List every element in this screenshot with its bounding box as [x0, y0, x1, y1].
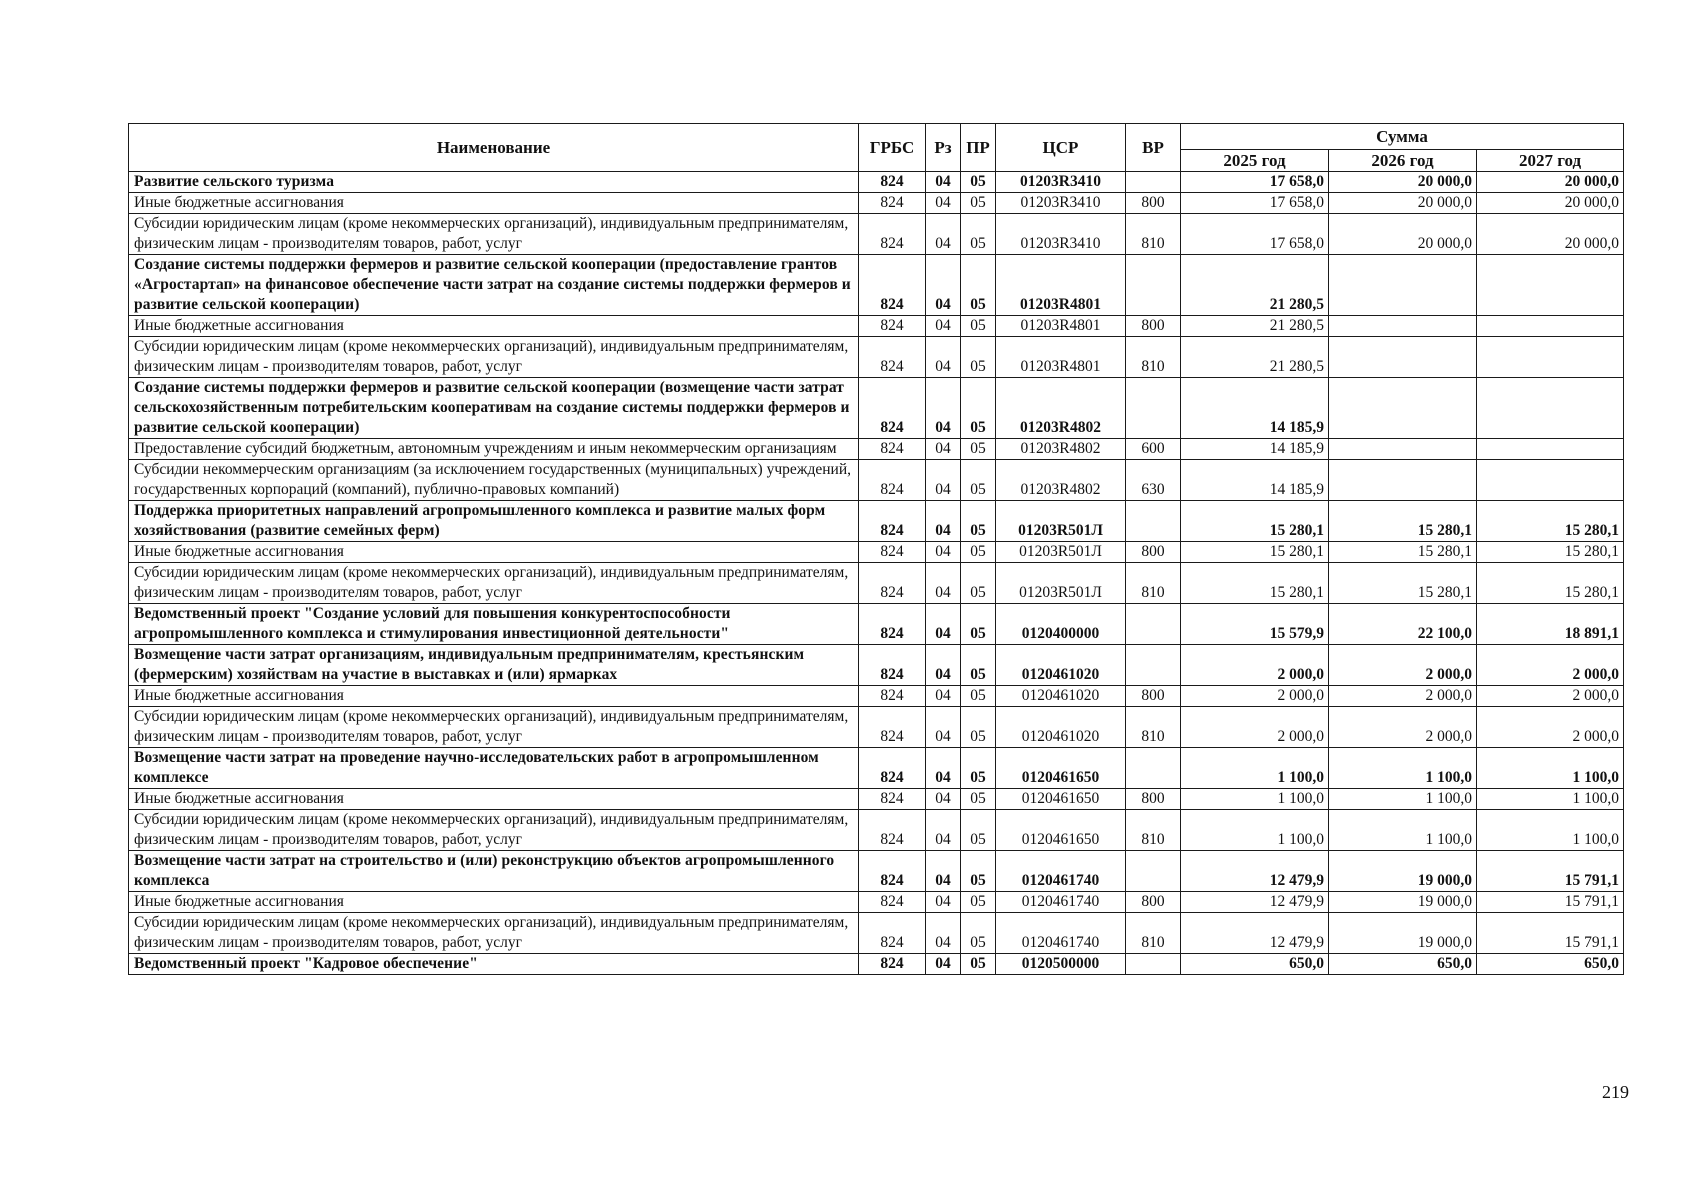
cell-pr: 05	[961, 172, 996, 193]
cell-vr: 800	[1126, 193, 1181, 214]
col-header-grbs: ГРБС	[859, 124, 926, 172]
cell-name: Иные бюджетные ассигнования	[129, 892, 859, 913]
cell-vr: 600	[1126, 439, 1181, 460]
cell-name: Субсидии юридическим лицам (кроме некоммерческих организаций), индивидуальным предпринимателям, физическим лицам - производителям товаров, работ, услуг	[129, 337, 859, 378]
cell-2026: 2 000,0	[1329, 645, 1477, 686]
cell-rz: 04	[926, 686, 961, 707]
cell-2027: 1 100,0	[1477, 810, 1624, 851]
table-row	[129, 686, 1624, 707]
cell-csr: 01203R4802	[996, 460, 1126, 501]
cell-csr: 0120461650	[996, 810, 1126, 851]
cell-name: Возмещение части затрат на строительство и (или) реконструкцию объектов агропромышленного комплекса	[129, 851, 859, 892]
cell-2027: 1 100,0	[1477, 789, 1624, 810]
cell-pr: 05	[961, 337, 996, 378]
cell-name: Ведомственный проект "Кадровое обеспечение"	[129, 954, 859, 975]
cell-grbs: 824	[859, 810, 926, 851]
cell-vr	[1126, 255, 1181, 316]
cell-2025: 1 100,0	[1181, 789, 1329, 810]
cell-rz: 04	[926, 460, 961, 501]
cell-csr: 0120500000	[996, 954, 1126, 975]
cell-vr: 810	[1126, 913, 1181, 954]
cell-2025: 15 280,1	[1181, 501, 1329, 542]
col-header-2027: 2027 год	[1477, 150, 1624, 172]
cell-pr: 05	[961, 255, 996, 316]
cell-pr: 05	[961, 851, 996, 892]
cell-rz: 04	[926, 337, 961, 378]
cell-2026: 15 280,1	[1329, 563, 1477, 604]
cell-rz: 04	[926, 172, 961, 193]
cell-grbs: 824	[859, 913, 926, 954]
cell-rz: 04	[926, 255, 961, 316]
table-row	[129, 501, 1624, 542]
cell-grbs: 824	[859, 789, 926, 810]
cell-grbs: 824	[859, 707, 926, 748]
cell-vr	[1126, 954, 1181, 975]
cell-2026: 15 280,1	[1329, 501, 1477, 542]
cell-csr: 0120461650	[996, 748, 1126, 789]
cell-vr: 810	[1126, 337, 1181, 378]
cell-name: Создание системы поддержки фермеров и развитие сельской кооперации (предоставление грантов «Агростартап» на финансовое обеспечение части затрат на создание системы поддержки фермеров и развитие сельской кооперации)	[129, 255, 859, 316]
cell-2025: 12 479,9	[1181, 913, 1329, 954]
cell-rz: 04	[926, 707, 961, 748]
cell-name: Предоставление субсидий бюджетным, автономным учреждениям и иным некоммерческим организациям	[129, 439, 859, 460]
cell-csr: 0120461740	[996, 913, 1126, 954]
cell-csr: 0120461740	[996, 892, 1126, 913]
cell-grbs: 824	[859, 214, 926, 255]
cell-csr: 0120461020	[996, 645, 1126, 686]
cell-pr: 05	[961, 193, 996, 214]
cell-2027	[1477, 337, 1624, 378]
cell-csr: 01203R4802	[996, 378, 1126, 439]
col-header-2026: 2026 год	[1329, 150, 1477, 172]
cell-2027: 15 791,1	[1477, 851, 1624, 892]
cell-grbs: 824	[859, 501, 926, 542]
cell-2025: 21 280,5	[1181, 255, 1329, 316]
cell-name: Субсидии юридическим лицам (кроме некоммерческих организаций), индивидуальным предпринимателям, физическим лицам - производителям товаров, работ, услуг	[129, 707, 859, 748]
cell-name: Субсидии некоммерческим организациям (за исключением государственных (муниципальных) учреждений, государственных корпораций (компаний), публично-правовых компаний)	[129, 460, 859, 501]
cell-2026: 20 000,0	[1329, 193, 1477, 214]
header-row-1	[129, 124, 1624, 150]
cell-2026: 15 280,1	[1329, 542, 1477, 563]
cell-vr	[1126, 378, 1181, 439]
cell-csr: 0120461020	[996, 686, 1126, 707]
cell-pr: 05	[961, 214, 996, 255]
cell-2026: 19 000,0	[1329, 851, 1477, 892]
cell-grbs: 824	[859, 193, 926, 214]
cell-name: Иные бюджетные ассигнования	[129, 193, 859, 214]
cell-csr: 0120461650	[996, 789, 1126, 810]
cell-2025: 21 280,5	[1181, 337, 1329, 378]
table-row	[129, 193, 1624, 214]
table-row	[129, 378, 1624, 439]
col-header-vr: ВР	[1126, 124, 1181, 172]
cell-2027: 20 000,0	[1477, 172, 1624, 193]
cell-2026: 20 000,0	[1329, 172, 1477, 193]
cell-2026: 19 000,0	[1329, 913, 1477, 954]
cell-name: Субсидии юридическим лицам (кроме некоммерческих организаций), индивидуальным предпринимателям, физическим лицам - производителям товаров, работ, услуг	[129, 810, 859, 851]
cell-csr: 01203R4802	[996, 439, 1126, 460]
cell-2027	[1477, 316, 1624, 337]
table-row	[129, 748, 1624, 789]
cell-vr	[1126, 501, 1181, 542]
col-header-rz: Рз	[926, 124, 961, 172]
col-header-2025: 2025 год	[1181, 150, 1329, 172]
cell-2025: 15 579,9	[1181, 604, 1329, 645]
col-header-sum: Сумма	[1181, 124, 1624, 150]
cell-vr: 810	[1126, 810, 1181, 851]
cell-pr: 05	[961, 913, 996, 954]
cell-2025: 2 000,0	[1181, 686, 1329, 707]
cell-vr: 800	[1126, 789, 1181, 810]
cell-grbs: 824	[859, 645, 926, 686]
table-row	[129, 214, 1624, 255]
cell-rz: 04	[926, 501, 961, 542]
cell-pr: 05	[961, 789, 996, 810]
cell-pr: 05	[961, 954, 996, 975]
cell-name: Ведомственный проект "Создание условий для повышения конкурентоспособности агропромышленного комплекса и стимулирования инвестиционной деятельности"	[129, 604, 859, 645]
cell-vr: 630	[1126, 460, 1181, 501]
cell-csr: 01203R501Л	[996, 542, 1126, 563]
cell-rz: 04	[926, 810, 961, 851]
cell-2027	[1477, 439, 1624, 460]
cell-vr: 800	[1126, 542, 1181, 563]
cell-grbs: 824	[859, 604, 926, 645]
cell-rz: 04	[926, 542, 961, 563]
table-row	[129, 851, 1624, 892]
cell-rz: 04	[926, 214, 961, 255]
cell-vr: 800	[1126, 686, 1181, 707]
cell-2026	[1329, 316, 1477, 337]
cell-2027	[1477, 378, 1624, 439]
cell-name: Иные бюджетные ассигнования	[129, 686, 859, 707]
table-row	[129, 255, 1624, 316]
cell-2027	[1477, 460, 1624, 501]
table-row	[129, 604, 1624, 645]
cell-csr: 01203R3410	[996, 193, 1126, 214]
cell-name: Иные бюджетные ассигнования	[129, 542, 859, 563]
cell-vr: 810	[1126, 563, 1181, 604]
cell-2026: 2 000,0	[1329, 707, 1477, 748]
table-row	[129, 789, 1624, 810]
col-header-pr: ПР	[961, 124, 996, 172]
cell-rz: 04	[926, 892, 961, 913]
cell-2027: 1 100,0	[1477, 748, 1624, 789]
cell-2025: 12 479,9	[1181, 851, 1329, 892]
cell-2025: 21 280,5	[1181, 316, 1329, 337]
cell-rz: 04	[926, 789, 961, 810]
cell-vr	[1126, 645, 1181, 686]
cell-pr: 05	[961, 378, 996, 439]
cell-2025: 12 479,9	[1181, 892, 1329, 913]
cell-pr: 05	[961, 645, 996, 686]
cell-csr: 01203R3410	[996, 172, 1126, 193]
cell-2026	[1329, 255, 1477, 316]
cell-csr: 01203R4801	[996, 337, 1126, 378]
cell-pr: 05	[961, 542, 996, 563]
table-row	[129, 172, 1624, 193]
cell-2026: 2 000,0	[1329, 686, 1477, 707]
cell-rz: 04	[926, 645, 961, 686]
cell-vr	[1126, 748, 1181, 789]
cell-2025: 1 100,0	[1181, 748, 1329, 789]
page-number: 219	[1602, 1082, 1629, 1102]
cell-2025: 1 100,0	[1181, 810, 1329, 851]
cell-2027: 15 280,1	[1477, 563, 1624, 604]
cell-name: Субсидии юридическим лицам (кроме некоммерческих организаций), индивидуальным предпринимателям, физическим лицам - производителям товаров, работ, услуг	[129, 913, 859, 954]
cell-name: Субсидии юридическим лицам (кроме некоммерческих организаций), индивидуальным предпринимателям, физическим лицам - производителям товаров, работ, услуг	[129, 214, 859, 255]
cell-csr: 01203R4801	[996, 316, 1126, 337]
table-row	[129, 892, 1624, 913]
cell-name: Развитие сельского туризма	[129, 172, 859, 193]
cell-2027: 15 280,1	[1477, 542, 1624, 563]
cell-2027: 2 000,0	[1477, 707, 1624, 748]
col-header-name: Наименование	[129, 124, 859, 172]
cell-2026	[1329, 460, 1477, 501]
cell-csr: 01203R3410	[996, 214, 1126, 255]
cell-grbs: 824	[859, 954, 926, 975]
cell-2025: 17 658,0	[1181, 172, 1329, 193]
table-row	[129, 707, 1624, 748]
cell-pr: 05	[961, 748, 996, 789]
cell-2025: 2 000,0	[1181, 645, 1329, 686]
cell-grbs: 824	[859, 563, 926, 604]
cell-grbs: 824	[859, 172, 926, 193]
cell-rz: 04	[926, 316, 961, 337]
cell-2026: 650,0	[1329, 954, 1477, 975]
cell-name: Создание системы поддержки фермеров и развитие сельской кооперации (возмещение части затрат сельскохозяйственным потребительским кооперативам на создание системы поддержки фермеров и развитие сельской кооперации)	[129, 378, 859, 439]
cell-name: Возмещение части затрат на проведение научно-исследовательских работ в агропромышленном комплексе	[129, 748, 859, 789]
cell-rz: 04	[926, 748, 961, 789]
cell-csr: 01203R4801	[996, 255, 1126, 316]
cell-grbs: 824	[859, 686, 926, 707]
cell-csr: 0120461020	[996, 707, 1126, 748]
cell-vr: 810	[1126, 214, 1181, 255]
table-row	[129, 954, 1624, 975]
cell-grbs: 824	[859, 851, 926, 892]
cell-2027	[1477, 255, 1624, 316]
cell-rz: 04	[926, 954, 961, 975]
cell-rz: 04	[926, 439, 961, 460]
cell-rz: 04	[926, 563, 961, 604]
cell-2025: 650,0	[1181, 954, 1329, 975]
cell-pr: 05	[961, 460, 996, 501]
table-row	[129, 439, 1624, 460]
cell-name: Поддержка приоритетных направлений агропромышленного комплекса и развитие малых форм хозяйствования (развитие семейных ферм)	[129, 501, 859, 542]
cell-vr: 800	[1126, 316, 1181, 337]
cell-2027: 2 000,0	[1477, 645, 1624, 686]
cell-2026: 20 000,0	[1329, 214, 1477, 255]
cell-vr	[1126, 604, 1181, 645]
cell-2027: 20 000,0	[1477, 214, 1624, 255]
cell-grbs: 824	[859, 255, 926, 316]
cell-2026: 1 100,0	[1329, 810, 1477, 851]
cell-name: Возмещение части затрат организациям, индивидуальным предпринимателям, крестьянским (фермерским) хозяйствам на участие в выставках и (или) ярмарках	[129, 645, 859, 686]
table-row	[129, 810, 1624, 851]
cell-grbs: 824	[859, 542, 926, 563]
cell-name: Иные бюджетные ассигнования	[129, 316, 859, 337]
cell-2026: 19 000,0	[1329, 892, 1477, 913]
cell-2025: 2 000,0	[1181, 707, 1329, 748]
cell-2025: 17 658,0	[1181, 214, 1329, 255]
table-row	[129, 460, 1624, 501]
cell-2027: 20 000,0	[1477, 193, 1624, 214]
cell-rz: 04	[926, 193, 961, 214]
table-row	[129, 645, 1624, 686]
cell-grbs: 824	[859, 748, 926, 789]
cell-grbs: 824	[859, 378, 926, 439]
cell-pr: 05	[961, 563, 996, 604]
cell-csr: 01203R501Л	[996, 563, 1126, 604]
cell-pr: 05	[961, 316, 996, 337]
cell-pr: 05	[961, 707, 996, 748]
cell-vr	[1126, 851, 1181, 892]
cell-2025: 14 185,9	[1181, 439, 1329, 460]
cell-vr: 800	[1126, 892, 1181, 913]
cell-2027: 15 791,1	[1477, 892, 1624, 913]
cell-2026: 22 100,0	[1329, 604, 1477, 645]
cell-2025: 14 185,9	[1181, 460, 1329, 501]
cell-pr: 05	[961, 686, 996, 707]
cell-2027: 15 791,1	[1477, 913, 1624, 954]
budget-table	[128, 123, 1624, 975]
cell-grbs: 824	[859, 892, 926, 913]
cell-pr: 05	[961, 604, 996, 645]
cell-name: Иные бюджетные ассигнования	[129, 789, 859, 810]
cell-pr: 05	[961, 892, 996, 913]
cell-2025: 15 280,1	[1181, 542, 1329, 563]
cell-grbs: 824	[859, 460, 926, 501]
cell-vr	[1126, 172, 1181, 193]
table-body	[129, 172, 1624, 975]
cell-2026: 1 100,0	[1329, 748, 1477, 789]
cell-csr: 0120400000	[996, 604, 1126, 645]
cell-pr: 05	[961, 439, 996, 460]
col-header-csr: ЦСР	[996, 124, 1126, 172]
cell-grbs: 824	[859, 439, 926, 460]
cell-2026	[1329, 439, 1477, 460]
cell-2025: 17 658,0	[1181, 193, 1329, 214]
cell-pr: 05	[961, 501, 996, 542]
cell-csr: 0120461740	[996, 851, 1126, 892]
cell-vr: 810	[1126, 707, 1181, 748]
cell-rz: 04	[926, 604, 961, 645]
cell-2027: 15 280,1	[1477, 501, 1624, 542]
table-row	[129, 913, 1624, 954]
cell-rz: 04	[926, 851, 961, 892]
cell-2027: 18 891,1	[1477, 604, 1624, 645]
cell-2027: 2 000,0	[1477, 686, 1624, 707]
table-row	[129, 563, 1624, 604]
cell-2027: 650,0	[1477, 954, 1624, 975]
cell-grbs: 824	[859, 337, 926, 378]
cell-2026	[1329, 337, 1477, 378]
cell-rz: 04	[926, 378, 961, 439]
cell-name: Субсидии юридическим лицам (кроме некоммерческих организаций), индивидуальным предпринимателям, физическим лицам - производителям товаров, работ, услуг	[129, 563, 859, 604]
cell-2025: 14 185,9	[1181, 378, 1329, 439]
cell-rz: 04	[926, 913, 961, 954]
table-row	[129, 316, 1624, 337]
table-row	[129, 337, 1624, 378]
table-row	[129, 542, 1624, 563]
cell-pr: 05	[961, 810, 996, 851]
cell-csr: 01203R501Л	[996, 501, 1126, 542]
cell-2025: 15 280,1	[1181, 563, 1329, 604]
cell-2026	[1329, 378, 1477, 439]
cell-grbs: 824	[859, 316, 926, 337]
cell-2026: 1 100,0	[1329, 789, 1477, 810]
